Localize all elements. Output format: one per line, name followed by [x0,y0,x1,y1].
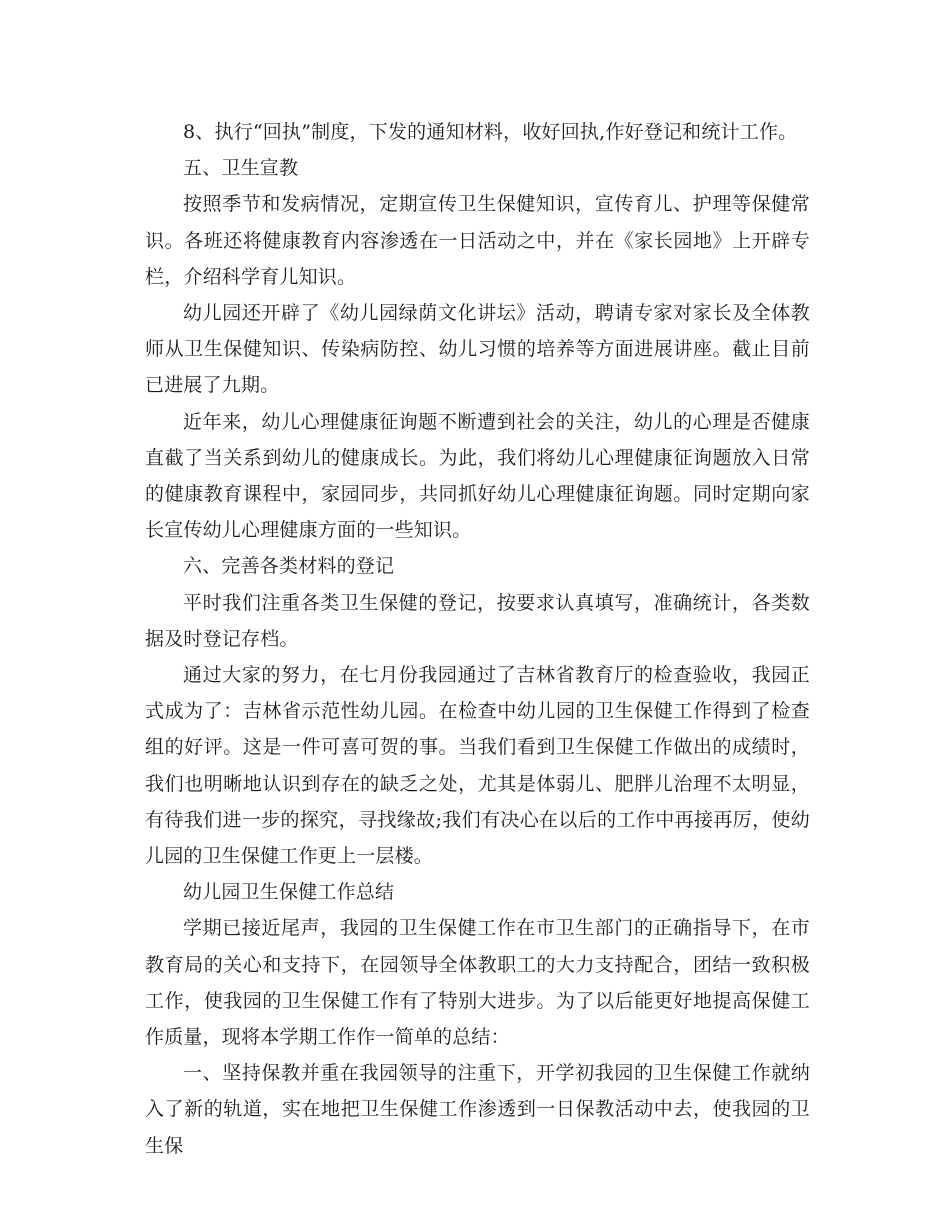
paragraph-semester-summary: 学期已接近尾声，我园的卫生保健工作在市卫生部门的正确指导下，在市教育局的关心和支持下，在园领导全体教职工的大力支持配合，团结一致积极工作，使我园的卫生保健工作有了特别大进步。为了以后能更好地提高保健工作质量，现将本学期工作作一简单的总结： [145,917,810,1049]
section-heading-health-education: 五、卫生宣教 [183,157,299,180]
paragraph-mental-health: 近年来，幼儿心理健康征询题不断遭到社会的关注，幼儿的心理是否健康直截了当关系到幼儿的健康成长。为此，我们将幼儿心理健康征询题放入日常的健康教育课程中，家园同步，共同抓好幼儿心理健康征询题。同时定期向家长宣传幼儿心理健康方面的一些知识。 [145,410,810,542]
paragraph-registration: 平时我们注重各类卫生保健的登记，按要求认真填写，准确统计，各类数据及时登记存档。 [145,591,810,650]
paragraph-care-and-education: 一、坚持保教并重在我园领导的注重下，开学初我园的卫生保健工作就纳入了新的轨道，实在地把卫生保健工作渗透到一日保教活动中去，使我园的卫生保 [145,1062,810,1157]
document-body [145,114,810,1164]
section-heading-records: 六、完善各类材料的登记 [183,555,395,578]
paragraph-inspection-result: 通过大家的努力，在七月份我园通过了吉林省教育厅的检查验收，我园正式成为了：吉林省示范性幼儿园。在检查中幼儿园的卫生保健工作得到了检查组的好评。这是一件可喜可贺的事。当我们看到卫生保健工作做出的成绩时，我们也明晰地认识到存在的缺乏之处，尤其是体弱儿、肥胖儿治理不太明显，有待我们进一步的探究，寻找缘故;我们有决心在以后的工作中再接再厉，使幼儿园的卫生保健工作更上一层楼。 [145,664,810,868]
paragraph-seasonal-publicity: 按照季节和发病情况，定期宣传卫生保健知识，宣传育儿、护理等保健常识。各班还将健康教育内容渗透在一日活动之中，并在《家长园地》上开辟专栏，介绍科学育儿知识。 [145,193,810,288]
paragraph-culture-forum: 幼儿园还开辟了《幼儿园绿荫文化讲坛》活动，聘请专家对家长及全体教师从卫生保健知识、传染病防控、幼儿习惯的培养等方面进展讲座。截止目前已进展了九期。 [145,302,810,397]
section-heading-summary-title: 幼儿园卫生保健工作总结 [183,881,395,904]
paragraph-receipt-system: 8、执行“回执”制度，下发的通知材料，收好回执,作好登记和统计工作。 [183,121,798,143]
